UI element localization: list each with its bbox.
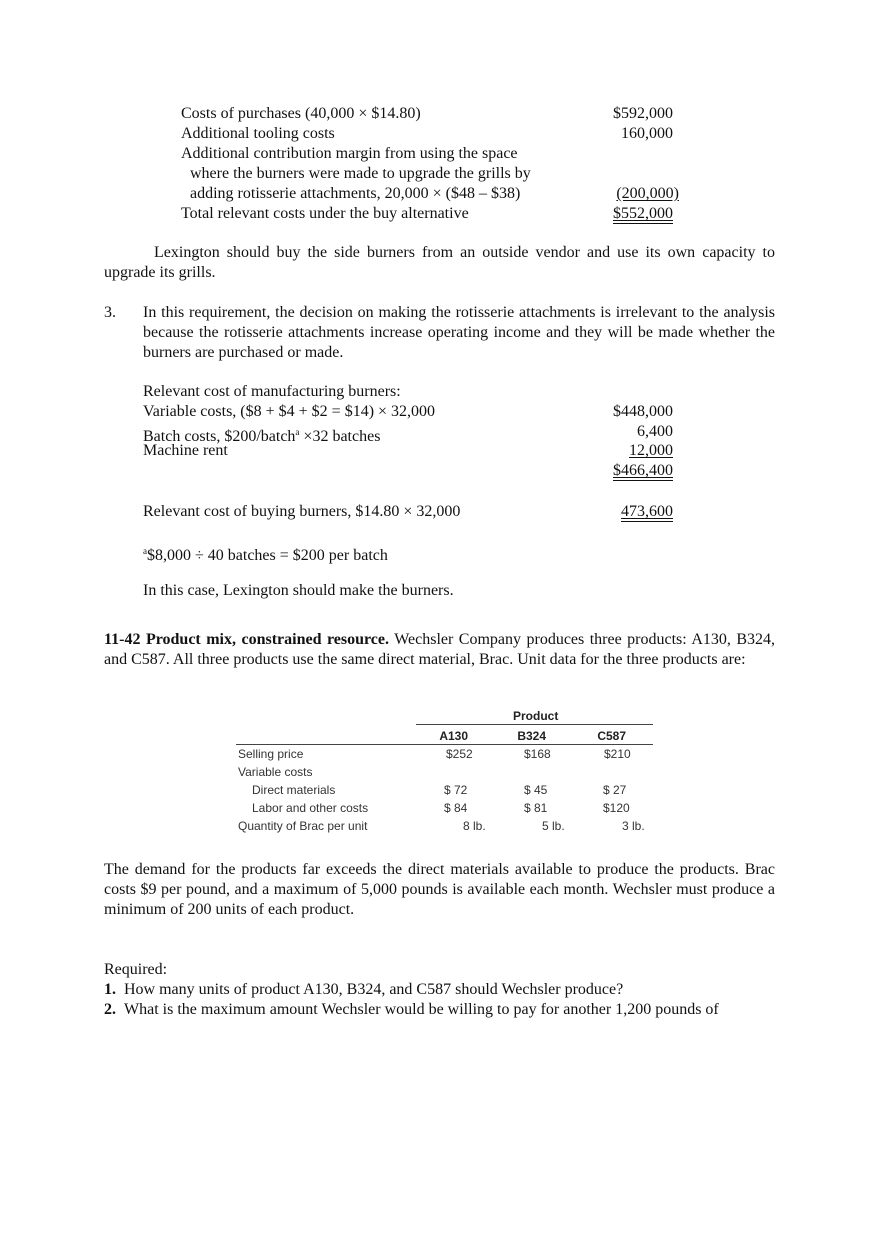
table-cell: $120	[603, 801, 630, 815]
table-cell: $168	[524, 747, 551, 761]
schedule-heading: Relevant cost of manufacturing burners:	[143, 383, 401, 400]
schedule-value: 473,600	[621, 503, 673, 520]
schedule-label: adding rotisserie attachments, 20,000 × ($48 – $38)	[190, 185, 521, 202]
schedule-total-value: $552,000	[613, 205, 673, 222]
row-label: Direct materials	[252, 783, 336, 797]
table-cell: 8 lb.	[463, 819, 486, 833]
schedule-total-value: $466,400	[613, 462, 673, 479]
schedule-value: (200,000)	[616, 185, 679, 202]
problem-number: 11-42	[104, 631, 141, 648]
row-label: Labor and other costs	[252, 801, 369, 815]
schedule-label: Additional tooling costs	[181, 125, 335, 142]
column-header: B324	[517, 729, 546, 743]
question-item: 1. How many units of product A130, B324, and C587 should Wechsler produce?	[104, 981, 624, 998]
question-item: 2. What is the maximum amount Wechsler would be willing to pay for another 1,200 pounds of	[104, 1001, 719, 1018]
table-cell: $ 27	[603, 783, 627, 797]
schedule-value: $592,000	[613, 105, 673, 122]
schedule-value: 12,000	[629, 442, 673, 459]
schedule-label: Additional contribution margin from using the space	[181, 145, 518, 162]
row-label: Selling price	[238, 747, 304, 761]
required-label: Required:	[104, 961, 168, 978]
schedule-label: where the burners were made to upgrade the grills by	[190, 165, 531, 182]
column-header: C587	[597, 729, 626, 743]
requirement-3-text: In this requirement, the decision on making the rotisserie attachments is irrelevant to the analysis because the rotisserie attachments increase operating income and they will be made whether the burners are purchased or made.	[143, 304, 775, 361]
row-label: Variable costs	[238, 765, 313, 779]
row-label: Quantity of Brac per unit	[238, 819, 368, 833]
conclusion-paragraph: Lexington should buy the side burners from an outside vendor and use its own capacity to upgrade its grills.	[104, 244, 775, 281]
schedule-label: Variable costs, ($8 + $4 + $2 = $14) × 32,000	[143, 403, 436, 420]
requirement-3-conclusion: In this case, Lexington should make the burners.	[143, 582, 454, 599]
demand-paragraph: The demand for the products far exceeds the direct materials available to produce the products. Brac costs $9 per pound, and a maximum of 5,000 pounds is available each month. Wechsler must produce a minimum of 200 units of each product.	[104, 861, 775, 918]
table-cell: $ 45	[524, 783, 548, 797]
schedule-total-label: Total relevant costs under the buy alternative	[181, 205, 469, 222]
table-cell: $ 84	[444, 801, 468, 815]
schedule-label: Machine rent	[143, 442, 228, 459]
schedule-value: 160,000	[621, 125, 673, 142]
schedule-value: $448,000	[613, 403, 673, 420]
table-cell: 3 lb.	[622, 819, 645, 833]
schedule-label: Relevant cost of buying burners, $14.80 × 32,000	[143, 503, 461, 520]
column-header: A130	[439, 729, 468, 743]
table-group-header: Product	[513, 709, 559, 723]
requirement-number: 3.	[104, 304, 116, 321]
table-cell: $252	[446, 747, 473, 761]
schedule-label: Costs of purchases (40,000 × $14.80)	[181, 105, 421, 122]
table-cell: 5 lb.	[542, 819, 565, 833]
table-cell: $ 72	[444, 783, 468, 797]
schedule-value: 6,400	[637, 423, 673, 440]
table-cell: $ 81	[524, 801, 548, 815]
footnote: $^a$\$8,000 ÷ 40 batches = $200 per batch	[143, 546, 388, 564]
schedule-label: Batch costs, $200/batch$^a$ ×32 batches	[143, 427, 381, 445]
problem-title: Product mix, constrained resource.	[145, 631, 390, 648]
problem-intro: 11-42 Product mix, constrained resource. Wechsler Company produces three products: A130, B324, and C587. All three products use the same direct material, Brac. Unit data for the three products are:	[104, 631, 776, 668]
table-cell: $210	[604, 747, 631, 761]
